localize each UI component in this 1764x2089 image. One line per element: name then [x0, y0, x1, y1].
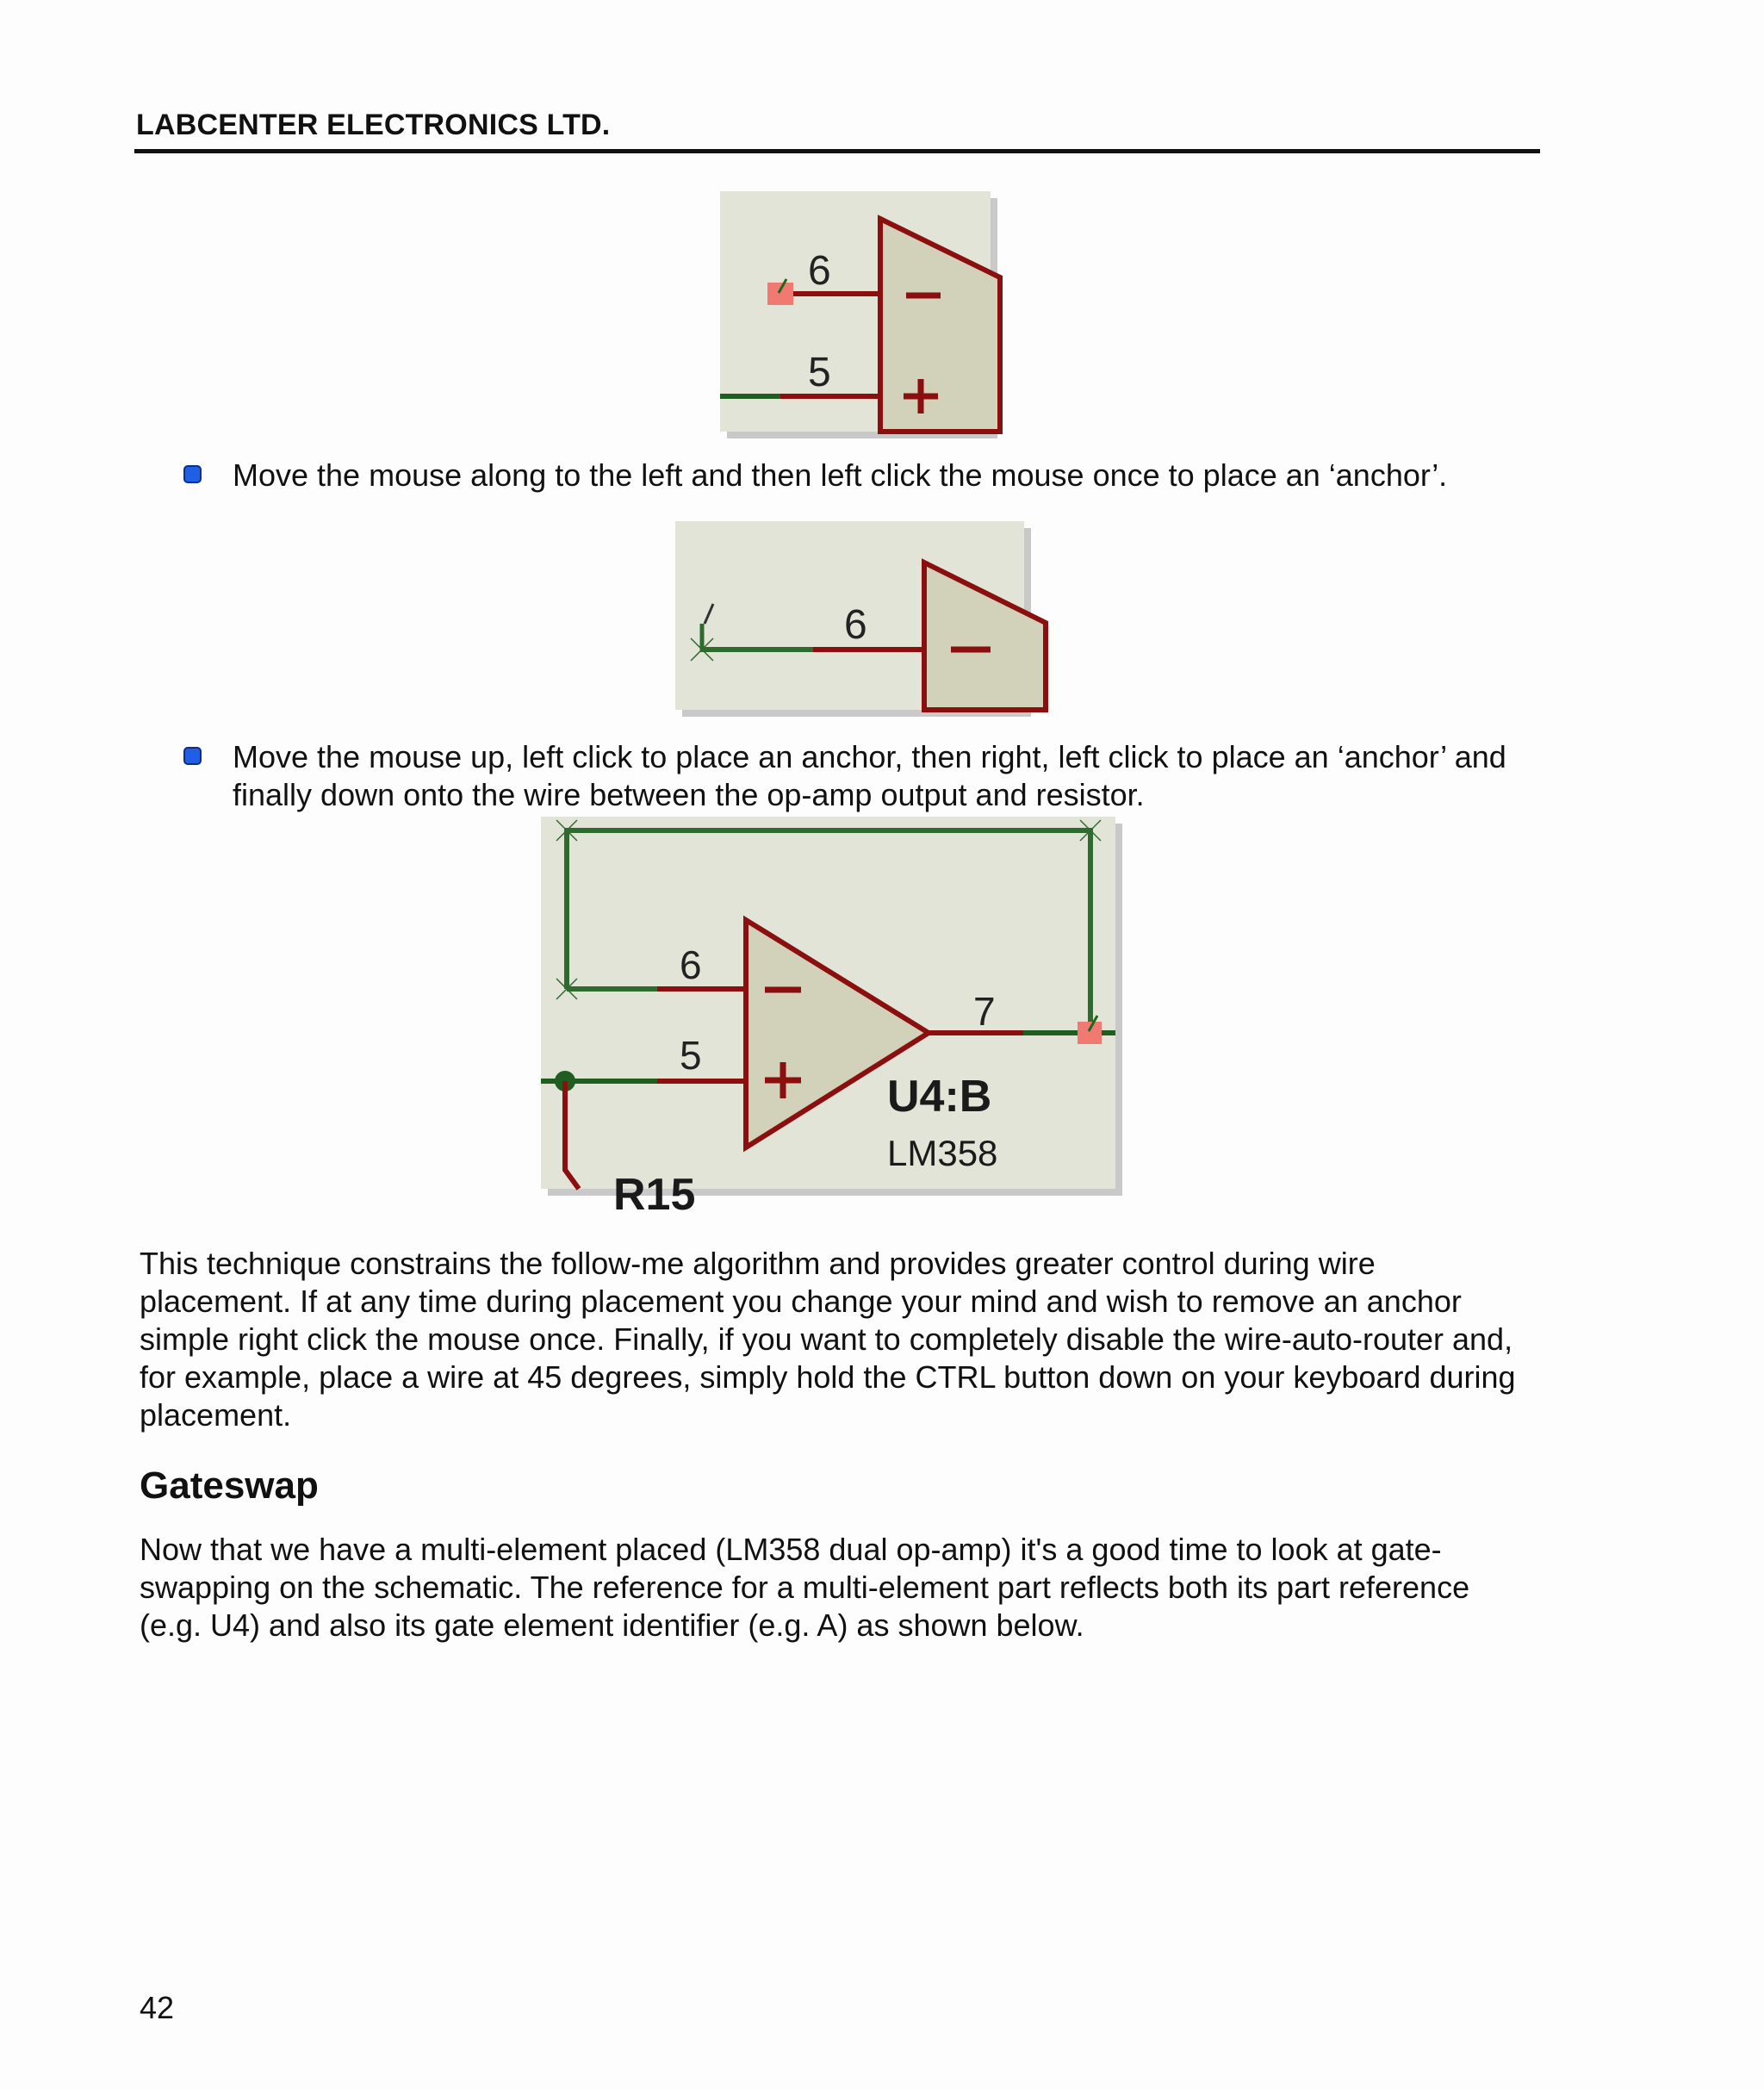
document-header: LABCENTER ELECTRONICS LTD. — [136, 109, 611, 141]
component-reference-cut: R15 — [613, 1170, 696, 1220]
pin-label-7: 7 — [973, 989, 996, 1034]
pin-label-6: 6 — [808, 248, 831, 294]
body-paragraph: Now that we have a multi-element placed (LM358 dual op-amp) it's a good time to look at gate-swapping on the schematic. The reference for a multi-element part reflects both its part reference (e.g. U4) and also its gate element identifier (e.g. A) as shown below. — [140, 1532, 1470, 1643]
cursor-marker — [767, 283, 793, 305]
pin-label-6: 6 — [680, 942, 702, 987]
step-text: Move the mouse along to the left and then left click the mouse once to place an ‘anchor’. — [233, 457, 1448, 493]
step-text: Move the mouse up, left click to place an anchor, then right, left click to place an ‘anchor’ and finally down onto the wire between the op-amp output and resistor. — [233, 739, 1506, 812]
page-number: 42 — [140, 1990, 175, 2025]
schematic-figure-2 — [675, 521, 1024, 710]
cursor-marker — [1078, 1022, 1102, 1044]
header-rule — [134, 149, 1540, 153]
component-part: LM358 — [887, 1133, 998, 1173]
section-heading: Gateswap — [140, 1464, 319, 1507]
component-reference: U4:B — [887, 1072, 992, 1122]
schematic-figure-1 — [720, 191, 991, 432]
pin-label-6: 6 — [844, 602, 867, 648]
schematic-figure-3 — [541, 817, 1115, 1220]
pin-label-5: 5 — [680, 1033, 702, 1078]
bullet-icon — [183, 747, 202, 765]
bullet-icon — [183, 465, 202, 483]
body-paragraph: This technique constrains the follow-me algorithm and provides greater control during wire placement. If at any time during placement you change your mind and wish to remove an anchor simple right click the mouse once. Finally, if you want to completely disable the wire-auto-router and, for example, place a wire at 45 degrees, simply hold the CTRL button down on your keyboard during placement. — [140, 1246, 1516, 1433]
pin-label-5: 5 — [808, 350, 831, 395]
